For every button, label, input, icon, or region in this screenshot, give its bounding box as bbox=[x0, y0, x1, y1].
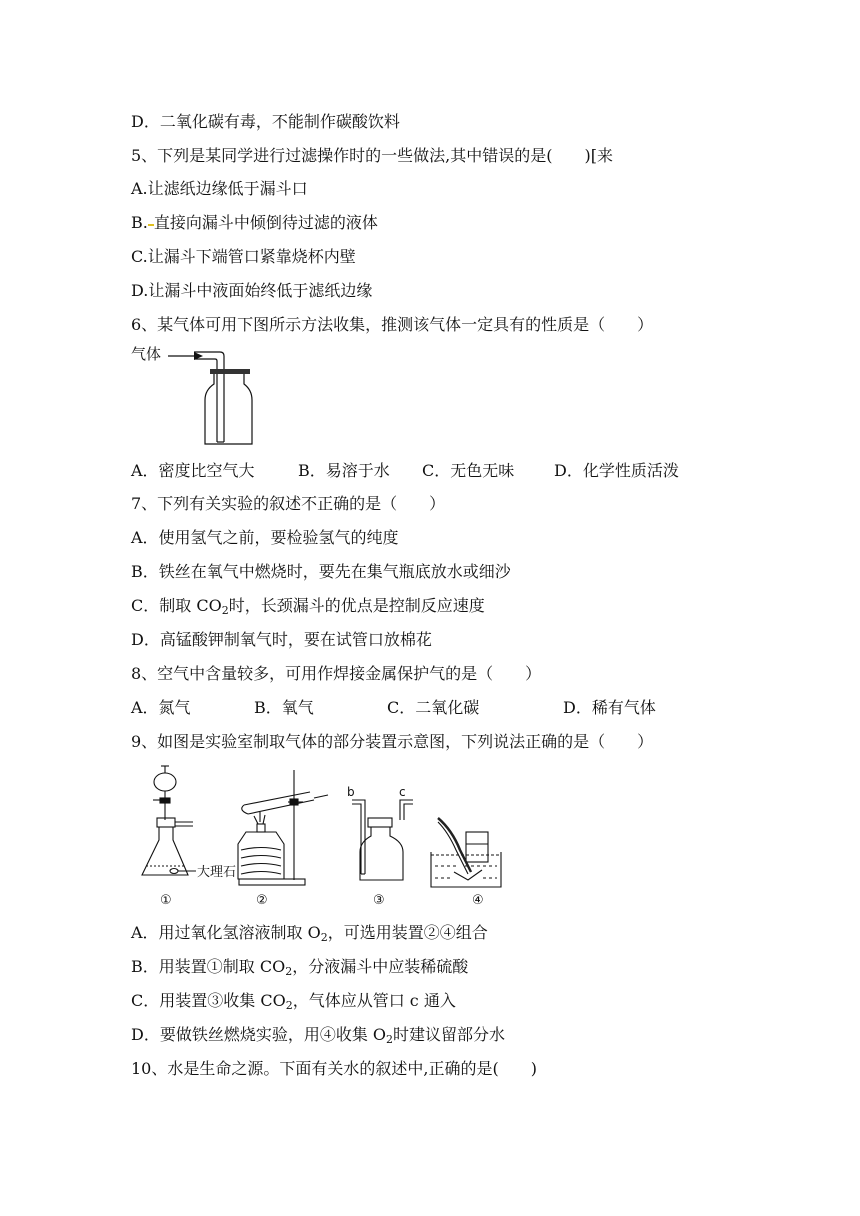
apparatus-2 bbox=[238, 770, 328, 885]
q9-option-a bbox=[131, 923, 488, 943]
apparatus-4 bbox=[431, 818, 501, 887]
q9-figure-label-b: b bbox=[347, 785, 355, 799]
q9-option-a-pre: A．用过氧化氢溶液制取 O bbox=[131, 923, 321, 942]
q9-figure-label-3: ③ bbox=[373, 893, 385, 908]
q8-stem: 8、空气中含量较多，可用作焊接金属保护气的是（ ） bbox=[131, 664, 542, 683]
q9-option-c-pre: C．用装置③收集 CO bbox=[131, 991, 286, 1010]
apparatus-3 bbox=[352, 800, 413, 880]
q7-option-a: A．使用氢气之前，要检验氢气的纯度 bbox=[131, 528, 399, 547]
q9-figure-label-1: ① bbox=[160, 893, 172, 908]
q7-stem: 7、下列有关实验的叙述不正确的是（ ） bbox=[131, 494, 446, 513]
q9-figure-label-4: ④ bbox=[472, 893, 484, 908]
q7-option-c bbox=[131, 596, 485, 616]
q4-option-d: D．二氧化碳有毒，不能制作碳酸饮料 bbox=[131, 112, 400, 131]
q7-option-d: D．高锰酸钾制氧气时，要在试管口放棉花 bbox=[131, 630, 432, 649]
q9-option-b-pre: B．用装置①制取 CO bbox=[131, 957, 286, 976]
q6-figure-label: 气体 bbox=[131, 345, 162, 363]
q8-option-a: A．氮气 bbox=[131, 698, 191, 717]
q9-figure-marble-label: 大理石 bbox=[197, 865, 237, 880]
apparatus-1 bbox=[142, 766, 196, 875]
q6-gas-collection-figure bbox=[128, 342, 268, 450]
q9-option-d-pre: D．要做铁丝燃烧实验，用④收集 O bbox=[131, 1025, 387, 1044]
q5-stem: 5、下列是某同学进行过滤操作时的一些做法,其中错误的是( )[来 bbox=[131, 146, 613, 165]
q8-option-d: D．稀有气体 bbox=[563, 698, 656, 717]
q5-option-b bbox=[131, 213, 378, 233]
q7-option-c-sub: 2 bbox=[221, 604, 229, 617]
q9-stem: 9、如图是实验室制取气体的部分装置示意图，下列说法正确的是（ ） bbox=[131, 732, 654, 751]
q6-stem: 6、某气体可用下图所示方法收集，推测该气体一定具有的性质是（ ） bbox=[131, 315, 654, 334]
q6-options bbox=[131, 461, 731, 481]
q9-option-b bbox=[131, 957, 468, 977]
q9-option-d bbox=[131, 1025, 505, 1045]
q5-option-c: C.让漏斗下端管口紧靠烧杯内壁 bbox=[131, 247, 356, 266]
q9-option-d-sub: 2 bbox=[386, 1033, 394, 1046]
q6-option-a: A．密度比空气大 bbox=[131, 461, 255, 480]
q8-options bbox=[131, 698, 731, 718]
q6-option-d: D．化学性质活泼 bbox=[554, 461, 679, 480]
q7-option-b: B．铁丝在氧气中燃烧时，要先在集气瓶底放水或细沙 bbox=[131, 562, 511, 581]
q5-option-b-text: 直接向漏斗中倾倒待过滤的液体 bbox=[153, 213, 378, 232]
q7-option-c-post: 时，长颈漏斗的优点是控制反应速度 bbox=[228, 596, 485, 615]
q6-option-b: B．易溶于水 bbox=[298, 461, 390, 480]
q7-option-c-pre: C．制取 CO bbox=[131, 596, 222, 615]
q9-option-a-sub: 2 bbox=[320, 931, 328, 944]
q9-option-a-post: ，可选用装置②④组合 bbox=[327, 923, 488, 942]
q9-figure-label-c: c bbox=[399, 785, 406, 799]
q9-option-c-post: ，气体应从管口 c 通入 bbox=[292, 991, 456, 1010]
q9-option-d-post: 时建议留部分水 bbox=[393, 1025, 506, 1044]
q9-option-b-post: ，分液漏斗中应装稀硫酸 bbox=[292, 957, 469, 976]
q8-option-b: B．氧气 bbox=[254, 698, 314, 717]
q6-option-c: C．无色无味 bbox=[422, 461, 515, 480]
q9-apparatus-figure bbox=[138, 762, 518, 910]
q5-option-b-prefix: B. bbox=[131, 213, 148, 232]
q9-option-c bbox=[131, 991, 456, 1011]
q9-figure-label-2: ② bbox=[256, 893, 268, 908]
q10-stem: 10、水是生命之源。下面有关水的叙述中,正确的是( ) bbox=[131, 1059, 537, 1078]
q5-option-a: A.让滤纸边缘低于漏斗口 bbox=[131, 179, 308, 198]
q9-option-b-sub: 2 bbox=[285, 965, 293, 978]
q5-option-d: D.让漏斗中液面始终低于滤纸边缘 bbox=[131, 281, 373, 300]
q8-option-c: C．二氧化碳 bbox=[387, 698, 480, 717]
q9-option-c-sub: 2 bbox=[285, 999, 293, 1012]
